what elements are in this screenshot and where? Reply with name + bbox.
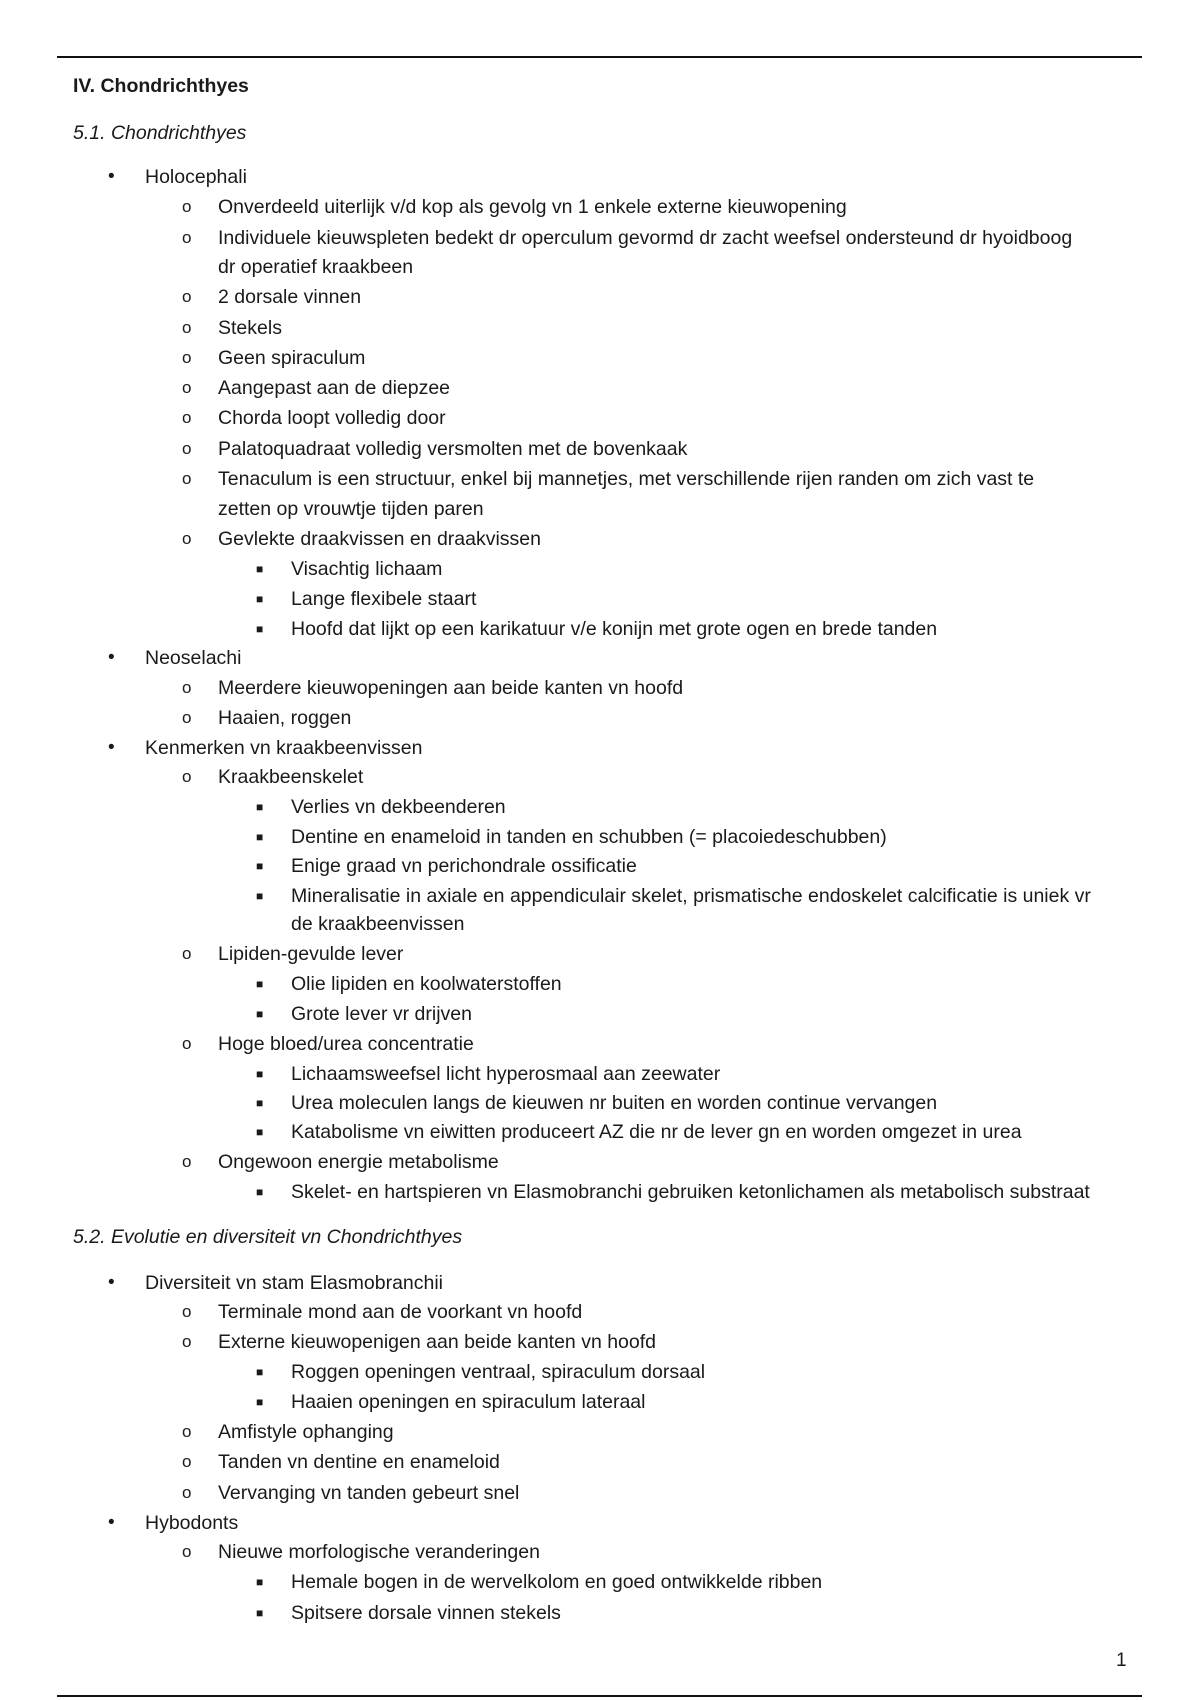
bullet-circle-icon: o <box>182 678 192 697</box>
bullet-circle-icon: o <box>182 378 192 397</box>
list-item: Grote lever vr drijven <box>291 1003 472 1025</box>
list-item-continuation: dr operatief kraakbeen <box>218 256 414 278</box>
list-item-continuation: de kraakbeenvissen <box>291 913 465 935</box>
list-item: Vervanging vn tanden gebeurt snel <box>218 1482 520 1504</box>
list-item: Ongewoon energie metabolisme <box>218 1151 499 1173</box>
bullet-circle-icon: o <box>182 228 192 247</box>
list-item: Terminale mond aan de voorkant vn hoofd <box>218 1301 583 1323</box>
list-item: Tanden vn dentine en enameloid <box>218 1451 500 1473</box>
list-item: Holocephali <box>145 166 247 188</box>
list-item: Diversiteit vn stam Elasmobranchii <box>145 1272 444 1294</box>
bullet-circle-icon: o <box>182 1452 192 1471</box>
bullet-square-icon: ■ <box>256 1125 264 1139</box>
bullet-square-icon: ■ <box>256 977 264 991</box>
bullet-circle-icon: o <box>182 708 192 727</box>
bullet-circle-icon: o <box>182 318 192 337</box>
list-item-continuation: zetten op vrouwtje tijden paren <box>218 498 484 520</box>
list-item: Urea moleculen langs de kieuwen nr buiten en worden continue vervangen <box>291 1092 938 1114</box>
list-item: Hybodonts <box>145 1512 239 1534</box>
list-item: Lipiden-gevulde lever <box>218 943 404 965</box>
bullet-square-icon: ■ <box>256 562 264 576</box>
bullet-circle-icon: o <box>182 197 192 216</box>
list-item: Hemale bogen in de wervelkolom en goed ontwikkelde ribben <box>291 1571 823 1593</box>
list-item: Visachtig lichaam <box>291 558 443 580</box>
bullet-circle-icon: o <box>182 1422 192 1441</box>
list-item: Hoge bloed/urea concentratie <box>218 1033 474 1055</box>
list-item: Spitsere dorsale vinnen stekels <box>291 1602 561 1624</box>
document-title: IV. Chondrichthyes <box>73 75 249 97</box>
list-item: Chorda loopt volledig door <box>218 407 446 429</box>
bullet-circle-icon: o <box>182 529 192 548</box>
list-item: Lange flexibele staart <box>291 588 477 610</box>
bullet-square-icon: ■ <box>256 1575 264 1589</box>
bullet-circle-icon: o <box>182 1332 192 1351</box>
list-item: Externe kieuwopenigen aan beide kanten vn hoofd <box>218 1331 656 1353</box>
list-item: 2 dorsale vinnen <box>218 286 362 308</box>
bullet-square-icon: ■ <box>256 1185 264 1199</box>
list-item: Olie lipiden en koolwaterstoffen <box>291 973 562 995</box>
top-rule <box>57 56 1142 58</box>
bullet-square-icon: ■ <box>256 1365 264 1379</box>
list-item: Haaien openingen en spiraculum lateraal <box>291 1391 646 1413</box>
bullet-circle-icon: o <box>182 944 192 963</box>
list-item: Meerdere kieuwopeningen aan beide kanten vn hoofd <box>218 677 684 699</box>
bullet-square-icon: ■ <box>256 1007 264 1021</box>
bullet-circle-icon: o <box>182 1483 192 1502</box>
bullet-circle-icon: o <box>182 1302 192 1321</box>
bullet-circle-icon: o <box>182 469 192 488</box>
bullet-disc-icon: • <box>108 1512 115 1533</box>
bullet-circle-icon: o <box>182 439 192 458</box>
list-item: Katabolisme vn eiwitten produceert AZ die nr de lever gn en worden omgezet in urea <box>291 1121 1022 1143</box>
bullet-disc-icon: • <box>108 166 115 187</box>
list-item: Tenaculum is een structuur, enkel bij mannetjes, met verschillende rijen randen om zich vast te <box>218 468 1035 490</box>
list-item: Skelet- en hartspieren vn Elasmobranchi gebruiken ketonlichamen als metabolisch substraat <box>291 1181 1090 1203</box>
bullet-square-icon: ■ <box>256 622 264 636</box>
list-item: Palatoquadraat volledig versmolten met de bovenkaak <box>218 438 688 460</box>
bullet-square-icon: ■ <box>256 1395 264 1409</box>
list-item: Aangepast aan de diepzee <box>218 377 451 399</box>
list-item: Roggen openingen ventraal, spiraculum dorsaal <box>291 1361 706 1383</box>
list-item: Individuele kieuwspleten bedekt dr operculum gevormd dr zacht weefsel ondersteund dr hyoidboog <box>218 227 1073 249</box>
section-heading-5-1: 5.1. Chondrichthyes <box>73 122 247 144</box>
list-item: Lichaamsweefsel licht hyperosmaal aan zeewater <box>291 1063 721 1085</box>
section-heading-5-2: 5.2. Evolutie en diversiteit vn Chondrichthyes <box>73 1226 463 1248</box>
list-item: Enige graad vn perichondrale ossificatie <box>291 855 637 877</box>
bullet-square-icon: ■ <box>256 800 264 814</box>
list-item: Gevlekte draakvissen en draakvissen <box>218 528 541 550</box>
bullet-circle-icon: o <box>182 1034 192 1053</box>
bullet-square-icon: ■ <box>256 1606 264 1620</box>
list-item: Verlies vn dekbeenderen <box>291 796 506 818</box>
bullet-circle-icon: o <box>182 1542 192 1561</box>
bullet-square-icon: ■ <box>256 859 264 873</box>
page-number: 1 <box>1116 1650 1127 1671</box>
bullet-disc-icon: • <box>108 647 115 668</box>
bullet-square-icon: ■ <box>256 592 264 606</box>
bullet-circle-icon: o <box>182 408 192 427</box>
bottom-rule <box>57 1695 1142 1697</box>
bullet-square-icon: ■ <box>256 1067 264 1081</box>
list-item: Neoselachi <box>145 647 242 669</box>
bullet-circle-icon: o <box>182 1152 192 1171</box>
bullet-disc-icon: • <box>108 737 115 758</box>
list-item: Kenmerken vn kraakbeenvissen <box>145 737 423 759</box>
bullet-circle-icon: o <box>182 287 192 306</box>
list-item: Geen spiraculum <box>218 347 366 369</box>
list-item: Haaien, roggen <box>218 707 352 729</box>
list-item: Onverdeeld uiterlijk v/d kop als gevolg vn 1 enkele externe kieuwopening <box>218 196 847 218</box>
list-item: Kraakbeenskelet <box>218 766 364 788</box>
list-item: Stekels <box>218 317 282 339</box>
list-item: Amfistyle ophanging <box>218 1421 394 1443</box>
list-item: Mineralisatie in axiale en appendiculair skelet, prismatische endoskelet calcificatie is uniek vr <box>291 885 1091 907</box>
list-item: Nieuwe morfologische veranderingen <box>218 1541 540 1563</box>
list-item: Hoofd dat lijkt op een karikatuur v/e konijn met grote ogen en brede tanden <box>291 618 938 640</box>
bullet-circle-icon: o <box>182 348 192 367</box>
bullet-square-icon: ■ <box>256 830 264 844</box>
list-item: Dentine en enameloid in tanden en schubben (= placoiedeschubben) <box>291 826 887 848</box>
bullet-square-icon: ■ <box>256 1096 264 1110</box>
bullet-disc-icon: • <box>108 1272 115 1293</box>
bullet-circle-icon: o <box>182 767 192 786</box>
bullet-square-icon: ■ <box>256 889 264 903</box>
